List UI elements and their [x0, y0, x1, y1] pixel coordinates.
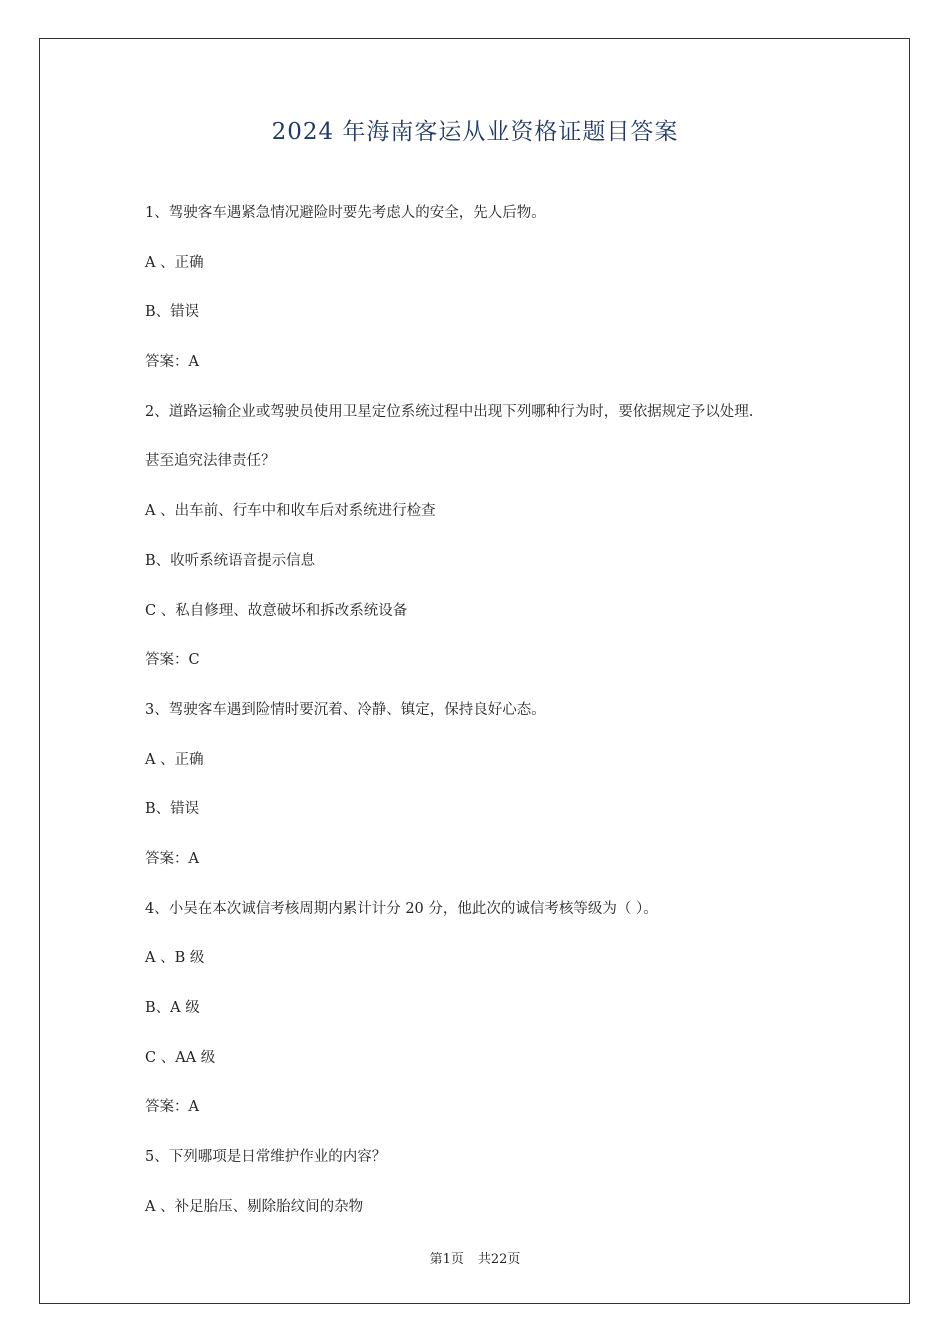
question-3-option-b: B、错误: [145, 801, 200, 818]
question-4-option-a: A 、B 级: [145, 950, 205, 967]
question-4-option-b: B、A 级: [145, 1000, 200, 1016]
page-footer: [0, 1248, 950, 1267]
question-1-option-a: A 、正确: [145, 254, 204, 271]
question-3-option-a: A 、正确: [145, 751, 204, 768]
question-4-option-c: C 、AA 级: [145, 1049, 216, 1066]
question-2-answer: 答案：C: [145, 652, 200, 669]
question-3-answer: 答案：A: [145, 850, 199, 867]
question-1-answer: 答案：A: [145, 354, 199, 371]
question-2-option-b: B、收听系统语音提示信息: [145, 552, 316, 569]
question-2-option-c: C 、私自修理、故意破坏和拆改系统设备: [145, 602, 408, 619]
question-list: [145, 201, 845, 1244]
question-1-text: 1、驾驶客车遇紧急情况避险时要先考虑人的安全，先人后物。: [145, 205, 546, 221]
question-2-text-continued: 甚至追究法律责任？: [145, 453, 276, 470]
question-1-option-b: B、错误: [145, 304, 200, 321]
question-4-text: 4、小吴在本次诚信考核周期内累计计分 20 分，他此次的诚信考核等级为（ ）。: [145, 900, 658, 917]
document-title: 2024 年海南客运从业资格证题目答案: [271, 119, 679, 145]
question-5-option-a: A 、补足胎压、剔除胎纹间的杂物: [145, 1198, 364, 1215]
question-2-option-a: A 、出车前、行车中和收车后对系统进行检查: [145, 503, 436, 520]
question-5-text: 5、下列哪项是日常维护作业的内容？: [145, 1149, 387, 1166]
question-4-answer: 答案：A: [145, 1099, 199, 1116]
question-3-text: 3、驾驶客车遇到险情时要沉着、冷静、镇定，保持良好心态。: [145, 701, 546, 718]
question-2-text: 2、道路运输企业或驾驶员使用卫星定位系统过程中出现下列哪种行为时，要依据规定予以处理.: [145, 403, 754, 420]
page-number: 第1页: [429, 1252, 464, 1267]
page-total: 共22页: [477, 1252, 521, 1267]
